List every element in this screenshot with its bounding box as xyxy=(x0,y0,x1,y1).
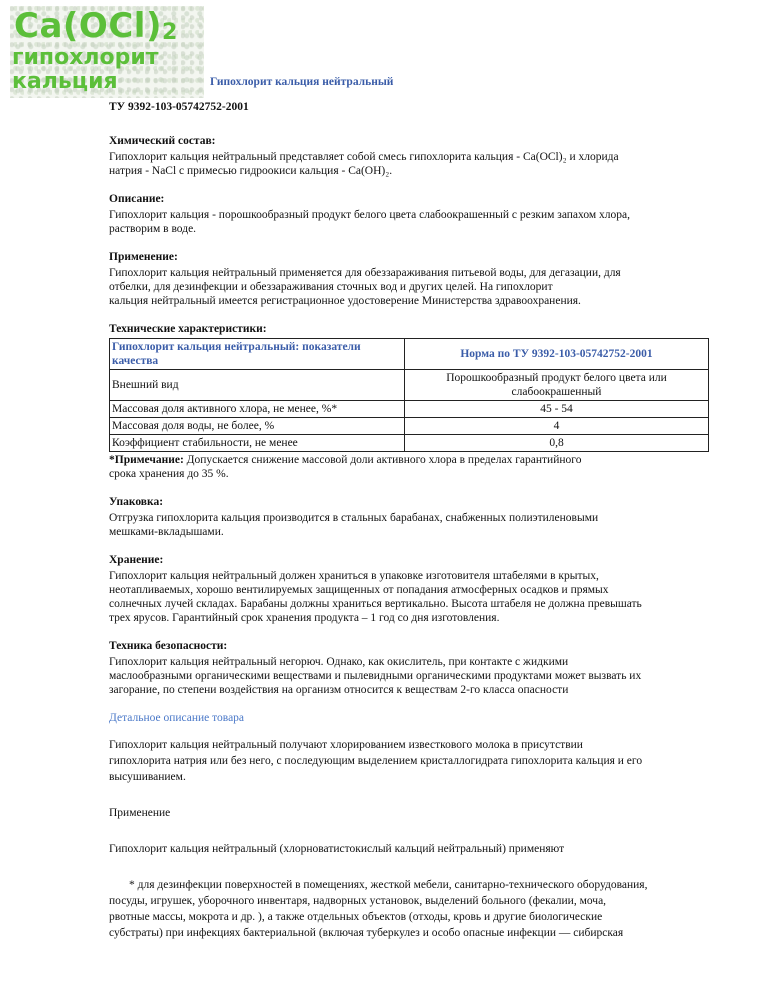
table-cell-param: Внешний вид xyxy=(110,370,405,401)
spec-number: ТУ 9392-103-05742752-2001 xyxy=(109,101,249,113)
product-logo xyxy=(10,6,204,98)
table-cell-value: 0,8 xyxy=(405,435,709,452)
application-text: Гипохлорит кальция нейтральный применяется для обеззараживания питьевой воды, для дегазации, для отбелки, для дезинфекции и обеззараживания сточных вод и других целей. На гипохлорит кальция нейтральный имеется регистрационное удостоверение Министерства здравоохранения. xyxy=(109,267,621,307)
logo-line-2: гипохлорит xyxy=(12,45,159,70)
description-text: Гипохлорит кальция - порошкообразный продукт белого цвета слабоокрашенный с резким запахом хлора, растворим в воде. xyxy=(109,209,630,235)
logo-formula: $Ca(OCl)_2$ xyxy=(14,6,178,46)
composition-heading: Химический состав: xyxy=(109,135,216,147)
storage-heading: Хранение: xyxy=(109,554,164,566)
storage-text: Гипохлорит кальция нейтральный должен храниться в упаковке изготовителя штабелями в крытых, неотапливаемых, хорошо вентилируемых защищенных от попадания атмосферных осадков и прямых солнечных лучей складах. Барабаны должны храниться вертикально. Высота штабеля не должна превышать трех ярусов. Гарантийный срок хранения продукта – 1 год со дня изготовления. xyxy=(109,570,642,624)
table-row xyxy=(110,435,709,452)
packing-heading: Упаковка: xyxy=(109,496,164,508)
table-row xyxy=(110,370,709,401)
page-title: Гипохлорит кальция нейтральный xyxy=(210,76,394,88)
table-header-norm: Норма по ТУ 9392-103-05742752-2001 xyxy=(405,339,709,370)
table-cell-value: Порошкообразный продукт белого цвета или слабоокрашенный xyxy=(405,370,709,401)
table-cell-param: Коэффициент стабильности, не менее xyxy=(110,435,405,452)
tech-heading: Технические характеристики: xyxy=(109,323,267,335)
logo-line-3: кальция xyxy=(12,69,118,94)
table-cell-value: 4 xyxy=(405,418,709,435)
description-heading: Описание: xyxy=(109,193,165,205)
detail-paragraph-3: Гипохлорит кальция нейтральный (хлорноватистокислый кальций нейтральный) применяют xyxy=(109,843,565,855)
table-cell-param: Массовая доля активного хлора, не менее, %* xyxy=(110,401,405,418)
detail-paragraph-2: Применение xyxy=(109,807,171,819)
detail-paragraph-4: * для дезинфекции поверхностей в помещениях, жесткой мебели, санитарно-технического оборудования, посуды, игрушек, уборочного инвентаря, надворных установок, выделений больного (фекалии, моча, рвотные массы, мокрота и др. ), а также отдельных объектов (отходы, кровь и другие биологические субстраты) при инфекциях бактериальной (включая туберкулез и особо опасные инфекции — сибирская xyxy=(109,879,648,939)
main-content xyxy=(109,100,717,961)
detail-paragraph-1: Гипохлорит кальция нейтральный получают хлорированием известкового молока в присутствии гипохлорита натрия или без него, с последующим выделением кристаллогидрата гипохлорита кальция и его высушиванием. xyxy=(109,739,643,783)
safety-text: Гипохлорит кальция нейтральный негорюч. Однако, как окислитель, при контакте с жидкими маслообразными органическими веществами и пылевидными органическими продуктами может вызвать их загорание, по степени воздействия на организм относится к веществам 2-го класса опасности xyxy=(109,656,642,696)
safety-heading: Техника безопасности: xyxy=(109,640,228,652)
detail-link[interactable]: Детальное описание товара xyxy=(109,712,245,724)
table-cell-param: Массовая доля воды, не более, % xyxy=(110,418,405,435)
table-row xyxy=(110,418,709,435)
composition-text: Гипохлорит кальция нейтральный представляет собой смесь гипохлорита кальция - Ca(OCl)₂ и хлорида натрия - NaCl с примесью гидроокиси кальция - Ca(OH)₂. xyxy=(109,151,619,177)
tech-table xyxy=(109,338,709,452)
table-note: *Примечание: Допускается снижение массовой доли активного хлора в пределах гарантийного срока хранения до 35 %. xyxy=(109,454,582,480)
table-cell-value: 45 - 54 xyxy=(405,401,709,418)
packing-text: Отгрузка гипохлорита кальция производится в стальных барабанах, снабженных полиэтиленовыми мешками-вкладышами. xyxy=(109,512,599,538)
detail-section xyxy=(109,737,717,941)
table-header-row xyxy=(110,339,709,370)
table-header-param: Гипохлорит кальция нейтральный: показатели качества xyxy=(110,339,405,370)
table-row xyxy=(110,401,709,418)
application-heading: Применение: xyxy=(109,251,178,263)
